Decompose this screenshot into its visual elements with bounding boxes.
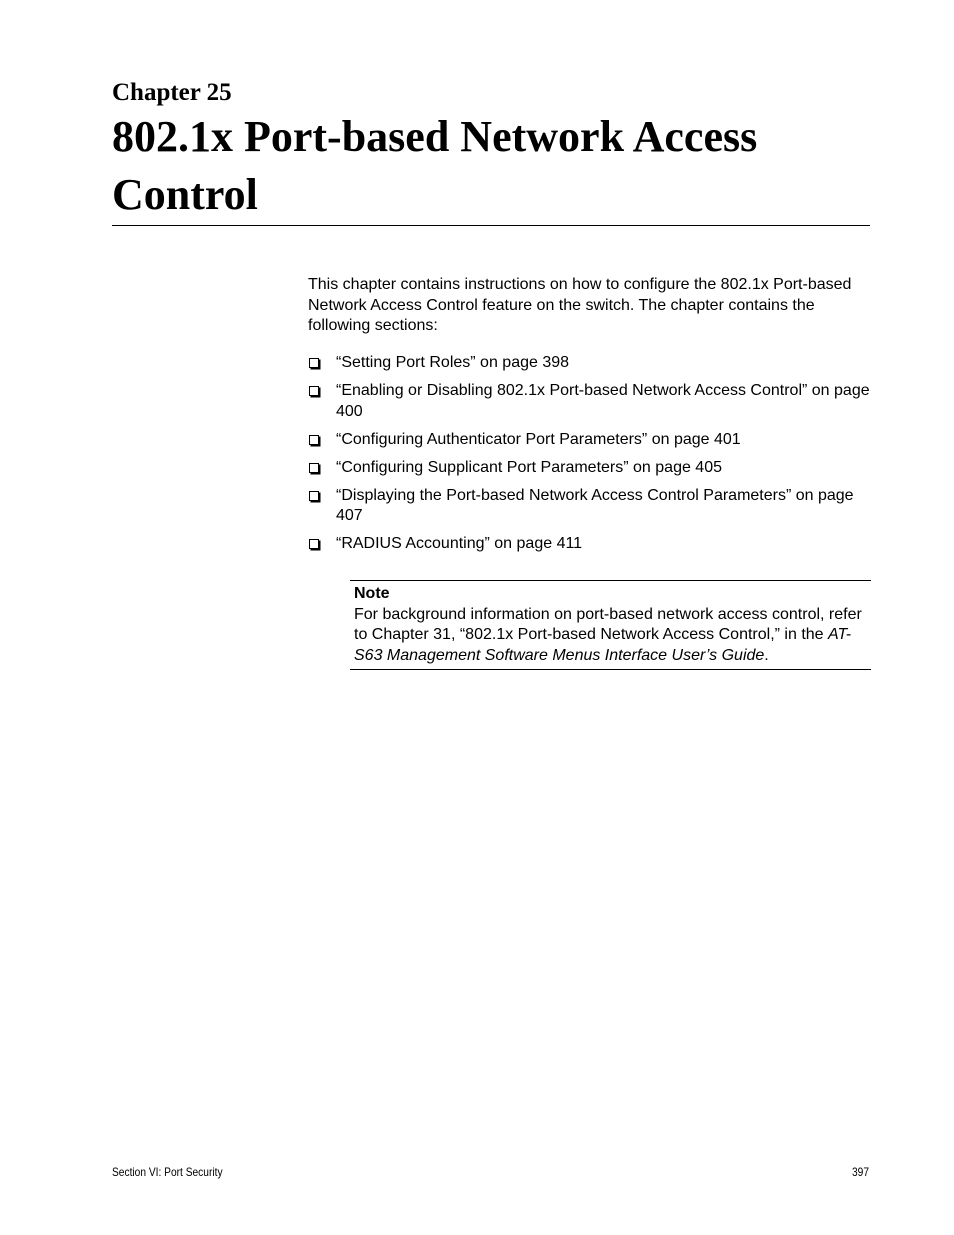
list-item [308, 430, 873, 451]
note-body-text: For background information on port-based network access control, refer to Chapter 31, “802.1x Port-based Network Access Control,” in the [354, 605, 862, 643]
list-item [308, 381, 873, 422]
checkbox-bullet-icon [309, 435, 319, 445]
intro-paragraph: This chapter contains instructions on how to configure the 802.1x Port-based Network Access Control feature on the switch. The chapter contains the following sections: [308, 276, 852, 334]
guide-title: AT-S63 Management Software Menus Interface User’s Guide [354, 626, 852, 664]
section-link-text: “Setting Port Roles” on page 398 [336, 354, 570, 371]
checkbox-bullet-icon [309, 386, 319, 396]
section-link-text: “Configuring Supplicant Port Parameters” on page 405 [336, 458, 722, 476]
note-box [350, 580, 871, 670]
checkbox-bullet-icon [309, 539, 319, 549]
section-link-text: “Enabling or Disabling 802.1x Port-based Network Access Control” on page 400 [336, 382, 870, 420]
chapter-title: 802.1x Port-based Network Access Control [112, 112, 758, 219]
footer-section-name: Section VI: Port Security [112, 1165, 223, 1179]
section-link-text: “RADIUS Accounting” on page 411 [336, 535, 583, 552]
section-list [308, 353, 873, 562]
list-item [308, 486, 873, 527]
section-link-text: “Configuring Authenticator Port Parameters” on page 401 [336, 430, 741, 448]
checkbox-bullet-icon [309, 491, 319, 501]
list-item [308, 534, 873, 555]
note-body-end: . [764, 646, 769, 664]
checkbox-bullet-icon [309, 358, 319, 368]
checkbox-bullet-icon [309, 463, 319, 473]
note-heading: Note [354, 585, 390, 602]
list-item [308, 353, 873, 374]
title-divider [112, 225, 870, 226]
note-body [354, 605, 867, 667]
section-link-text: “Displaying the Port-based Network Access Control Parameters” on page 407 [336, 486, 854, 524]
footer-page-number: 397 [851, 1165, 869, 1179]
list-item [308, 458, 873, 479]
chapter-label: Chapter 25 [112, 79, 232, 106]
